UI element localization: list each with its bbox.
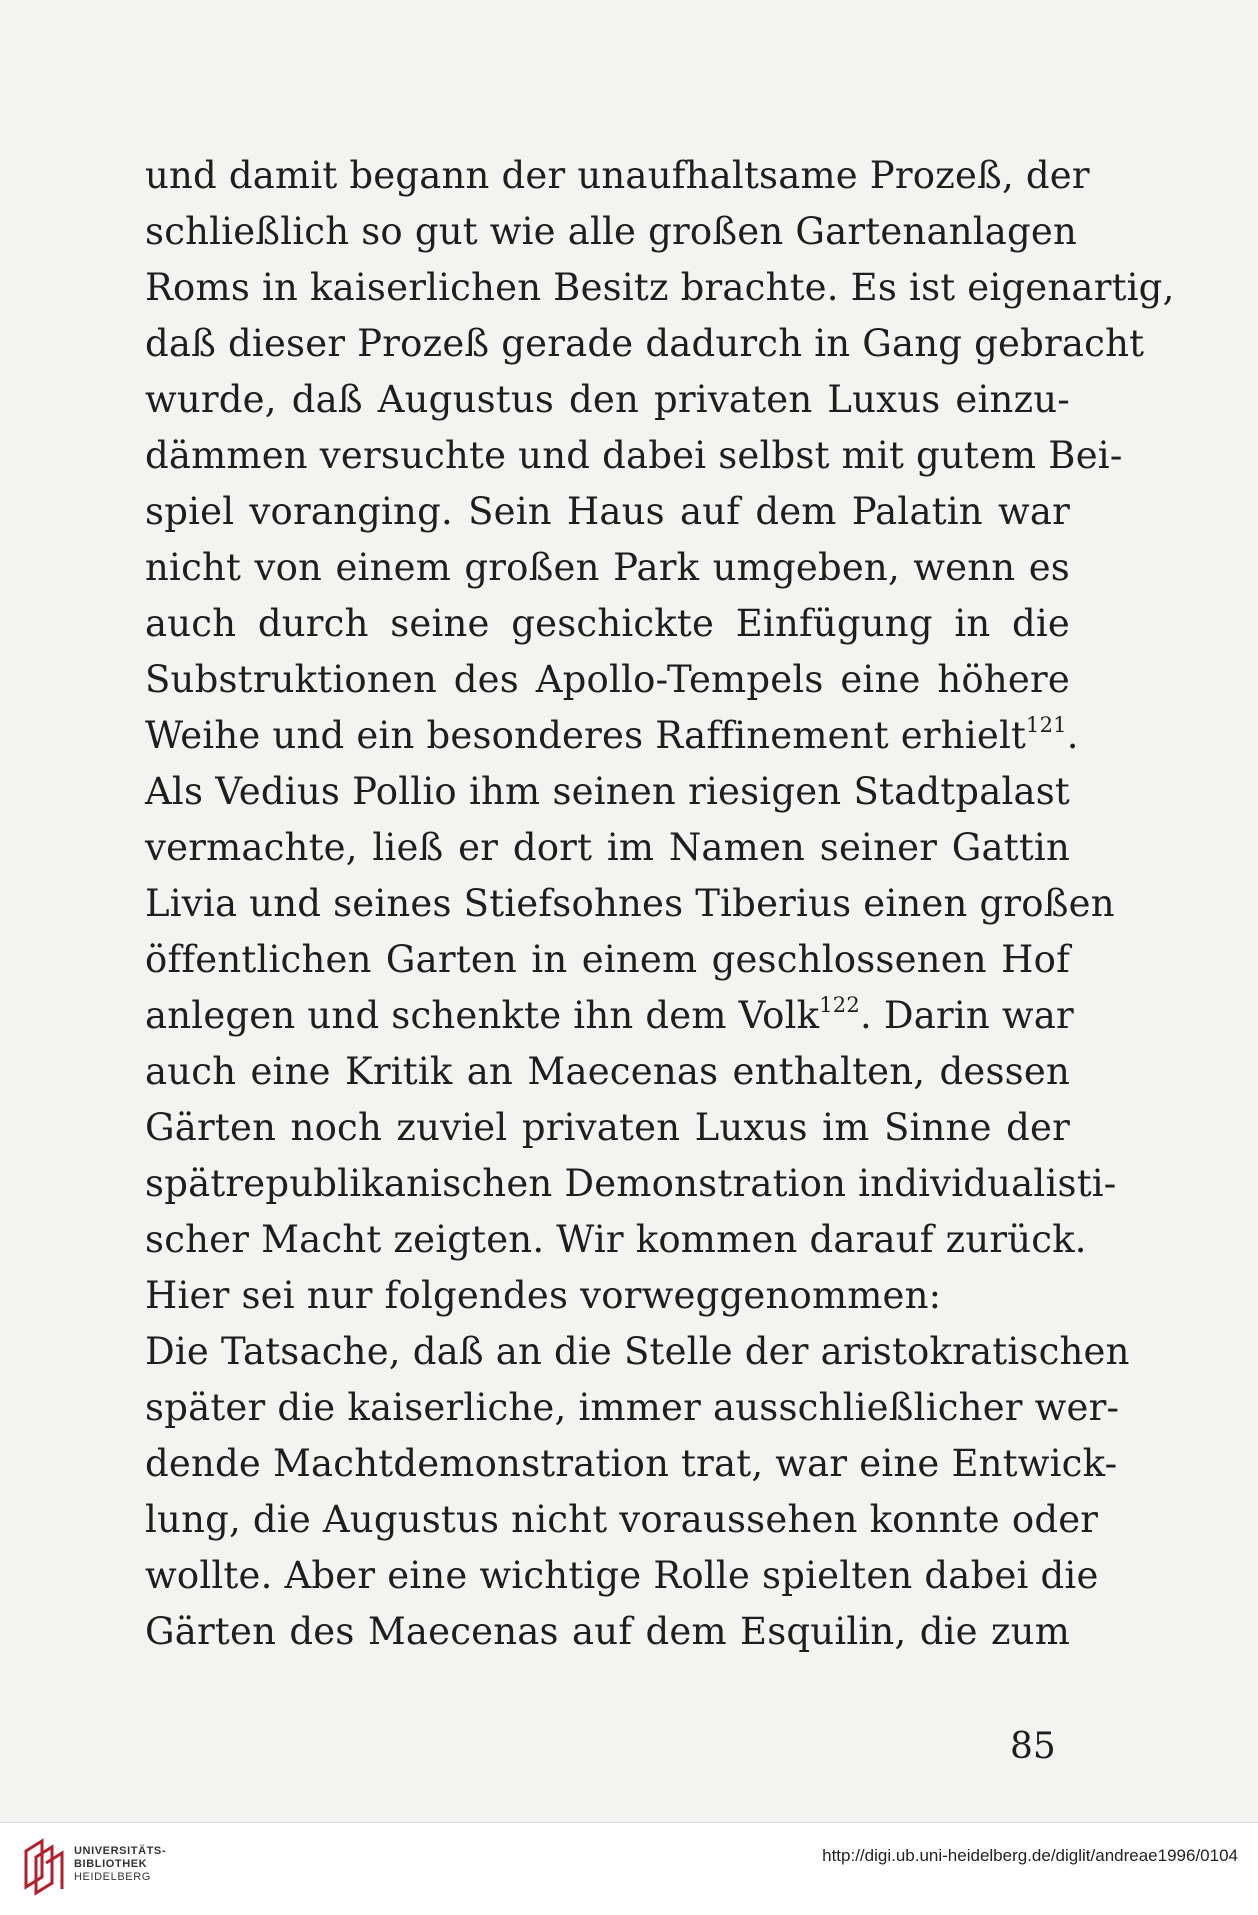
text-line: spiel voranging. Sein Haus auf dem Palatin war [145, 490, 1070, 533]
source-url-link[interactable]: http://digi.ub.uni-heidelberg.de/diglit/andreae1996/0104 [822, 1846, 1238, 1865]
text-line [145, 988, 1074, 1044]
text-line: Roms in kaiserlichen Besitz brachte. Es ist eigenartig, [145, 266, 1175, 309]
line-text: Weihe und ein besonderes Raffinement erhielt [145, 714, 1027, 757]
body-text [145, 148, 1175, 1660]
text-line: Hier sei nur folgendes vorweggenommen: [145, 1274, 942, 1317]
library-name-line1: UNIVERSITÄTS- [74, 1845, 167, 1857]
text-line: spätrepublikanischen Demonstration individualisti- [145, 1162, 1117, 1205]
text-line [145, 708, 1079, 764]
line-text-continuation: . Darin war [859, 994, 1074, 1037]
text-line: daß dieser Prozeß gerade dadurch in Gang gebracht [145, 322, 1145, 365]
text-line: und damit begann der unaufhaltsame Prozeß, der [145, 154, 1090, 197]
library-name-line3: HEIDELBERG [74, 1871, 151, 1883]
text-line: Die Tatsache, daß an die Stelle der aristokratischen [145, 1330, 1130, 1373]
line-text: anlegen und schenkte ihn dem Volk [145, 994, 820, 1037]
footnote-ref-122[interactable]: 122 [819, 993, 860, 1017]
text-line: öffentlichen Garten in einem geschlossenen Hof [145, 938, 1070, 981]
text-line: scher Macht zeigten. Wir kommen darauf zurück. [145, 1218, 1087, 1261]
text-line: wollte. Aber eine wichtige Rolle spielten dabei die [145, 1554, 1099, 1597]
text-line: Substruktionen des Apollo-Tempels eine höhere [145, 658, 1070, 701]
text-line: lung, die Augustus nicht voraussehen konnte oder [145, 1498, 1099, 1541]
library-logo-icon [22, 1837, 68, 1897]
text-line: Als Vedius Pollio ihm seinen riesigen Stadtpalast [145, 770, 1070, 813]
text-line: dämmen versuchte und dabei selbst mit gutem Bei- [145, 434, 1123, 477]
page-number: 85 [1010, 1726, 1056, 1767]
text-line: auch eine Kritik an Maecenas enthalten, dessen [145, 1050, 1070, 1093]
library-name-line2: BIBLIOTHEK [74, 1858, 148, 1870]
library-name [74, 1845, 166, 1884]
footer-bar [0, 1822, 1258, 1915]
text-line: auch durch seine geschickte Einfügung in die [145, 602, 1070, 645]
text-line: Livia und seines Stiefsohnes Tiberius einen großen [145, 882, 1115, 925]
footnote-ref-121[interactable]: 121 [1026, 713, 1067, 737]
text-line: wurde, daß Augustus den privaten Luxus einzu- [145, 378, 1070, 421]
text-line: Gärten noch zuviel privaten Luxus im Sinne der [145, 1106, 1070, 1149]
text-line: dende Machtdemonstration trat, war eine Entwick- [145, 1442, 1118, 1485]
punctuation: . [1066, 714, 1079, 757]
text-line: später die kaiserliche, immer ausschließlicher wer- [145, 1386, 1120, 1429]
text-line: Gärten des Maecenas auf dem Esquilin, die zum [145, 1610, 1070, 1653]
text-line: schließlich so gut wie alle großen Gartenanlagen [145, 210, 1078, 253]
text-line: nicht von einem großen Park umgeben, wenn es [145, 546, 1070, 589]
text-line: vermachte, ließ er dort im Namen seiner Gattin [145, 826, 1070, 869]
